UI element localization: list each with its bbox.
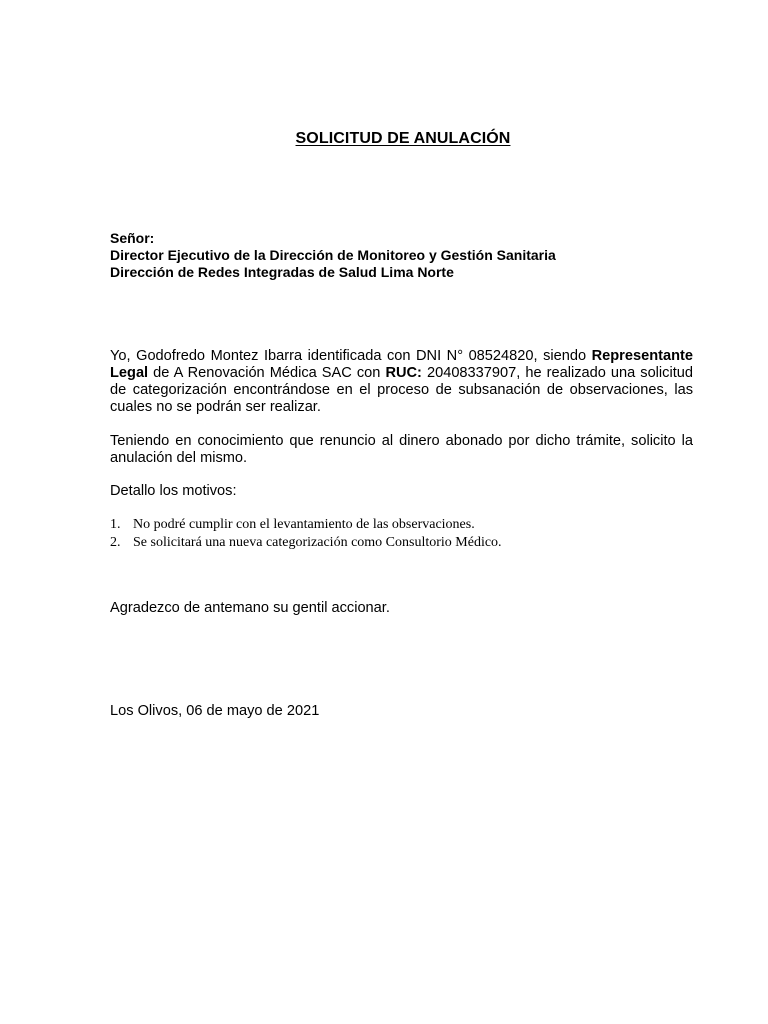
paragraph-renunciation: Teniendo en conocimiento que renuncio al dinero abonado por dicho trámite, solicito la anulación del mismo. bbox=[110, 433, 693, 466]
list-item bbox=[110, 516, 502, 534]
addressee-line-2: Dirección de Redes Integradas de Salud Lima Norte bbox=[110, 264, 454, 280]
document-title: SOLICITUD DE ANULACIÓN bbox=[295, 130, 511, 147]
paragraph-request-part-2: de A Renovación Médica SAC con bbox=[148, 365, 386, 381]
addressee-salutation: Señor: bbox=[110, 230, 155, 246]
paragraph-reasons-intro: Detallo los motivos: bbox=[110, 483, 237, 499]
paragraph-request-part-3: 20408337907, he realizado una solicitud de categorización encontrándose en el proceso de subsanación de observaciones, las cuales no se podrán ser realizar. bbox=[110, 365, 693, 415]
list-item bbox=[110, 534, 502, 552]
place-and-date: Los Olivos, 06 de mayo de 2021 bbox=[110, 703, 320, 719]
closing-line: Agradezco de antemano su gentil accionar. bbox=[110, 600, 390, 616]
ruc-label: RUC: bbox=[385, 365, 422, 381]
list-item-text: Se solicitará una nueva categorización como Consultorio Médico. bbox=[133, 534, 502, 550]
addressee-block bbox=[110, 230, 556, 281]
list-item-number: 1. bbox=[110, 517, 121, 532]
reasons-list bbox=[110, 516, 502, 551]
list-item-number: 2. bbox=[110, 534, 121, 550]
addressee-line-1: Director Ejecutivo de la Dirección de Monitoreo y Gestión Sanitaria bbox=[110, 247, 556, 263]
legal-representative-label: Representante Legal bbox=[110, 348, 693, 381]
list-item-text: No podré cumplir con el levantamiento de las observaciones. bbox=[133, 517, 475, 532]
paragraph-request bbox=[110, 348, 693, 416]
paragraph-request-part-1: Yo, Godofredo Montez Ibarra identificada con DNI N° 08524820, siendo bbox=[110, 348, 592, 364]
